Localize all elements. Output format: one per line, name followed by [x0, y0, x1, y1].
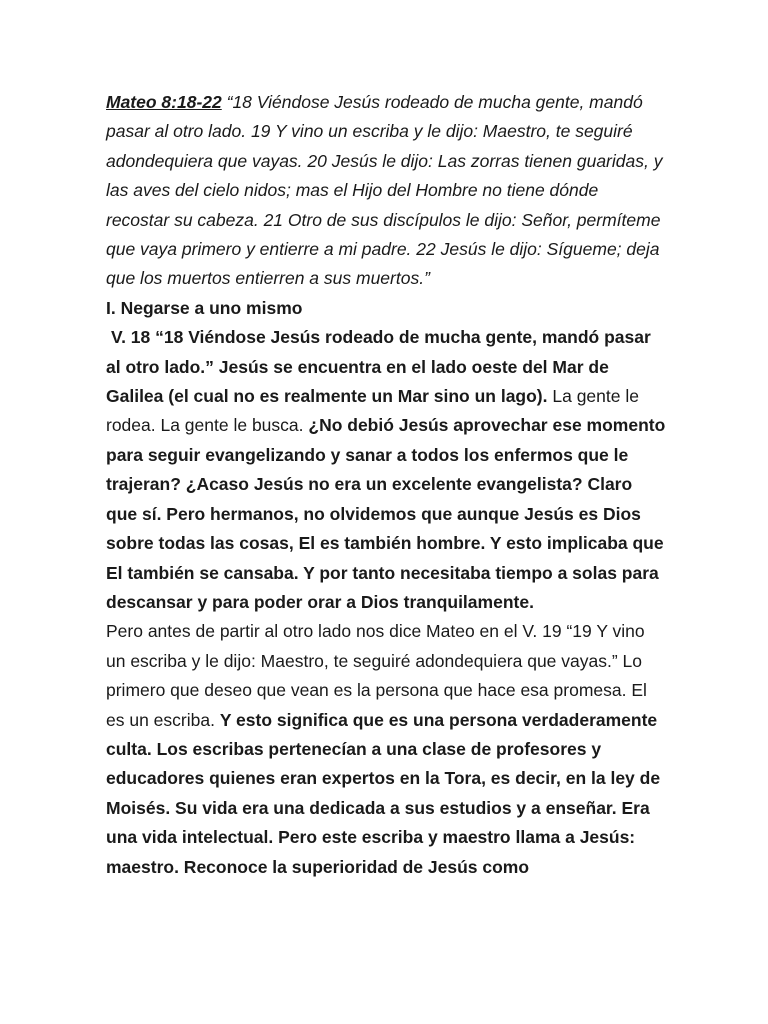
document-page: [106, 88, 666, 882]
verse-commentary-normal-1: La gente le rodea. La gente le busca.: [106, 386, 639, 436]
body-paragraph-1: [106, 323, 666, 617]
verse-commentary-bold-1: V. 18 “18 Viéndose Jesús rodeado de mucha gente, mandó pasar al otro lado.” Jesús se encuentra en el lado oeste del Mar de Galilea (el cual no es realmente un Mar sino un lago).: [106, 327, 651, 407]
scripture-quote: “18 Viéndose Jesús rodeado de mucha gente, mandó pasar al otro lado. 19 Y vino un escriba y le dijo: Maestro, te seguiré adondequiera que vayas. 20 Jesús le dijo: Las zorras tienen guaridas, y las aves del cielo nidos; mas el Hijo del Hombre no tiene dónde recostar su cabeza. 21 Otro de sus discípulos le dijo: Señor, permíteme que vaya primero y entierre a mi padre. 22 Jesús le dijo: Sígueme; deja que los muertos entierren a sus muertos.”: [106, 92, 663, 289]
verse-commentary-bold-2: ¿No debió Jesús aprovechar ese momento para seguir evangelizando y sanar a todos los enfermos que le trajeran? ¿Acaso Jesús no era un excelente evangelista? Claro que sí. Pero hermanos, no olvidemos que aunque Jesús es Dios sobre todas las cosas, El es también hombre. Y esto implicaba que El también se cansaba. Y por tanto necesitaba tiempo a solas para descansar y para poder orar a Dios tranquilamente.: [106, 415, 666, 612]
scribe-commentary-bold: Y esto significa que es una persona verdaderamente culta. Los escribas pertenecían a una clase de profesores y educadores quienes eran expertos en la Tora, es decir, en la ley de Moisés. Su vida era una dedicada a sus estudios y a enseñar. Era una vida intelectual. Pero este escriba y maestro llama a Jesús: maestro. Reconoce la superioridad de Jesús como: [106, 709, 661, 877]
body-paragraph-2: [106, 617, 666, 882]
scripture-reference: Mateo 8:18-22: [106, 92, 222, 112]
section-heading: I. Negarse a uno mismo: [106, 297, 303, 318]
scripture-paragraph: [106, 88, 666, 294]
scribe-commentary-normal: Pero antes de partir al otro lado nos dice Mateo en el V. 19 “19 Y vino un escriba y le dijo: Maestro, te seguiré adondequiera que vayas.” Lo primero que deseo que vean es la persona que hace esa promesa. El es un escriba.: [106, 621, 647, 730]
